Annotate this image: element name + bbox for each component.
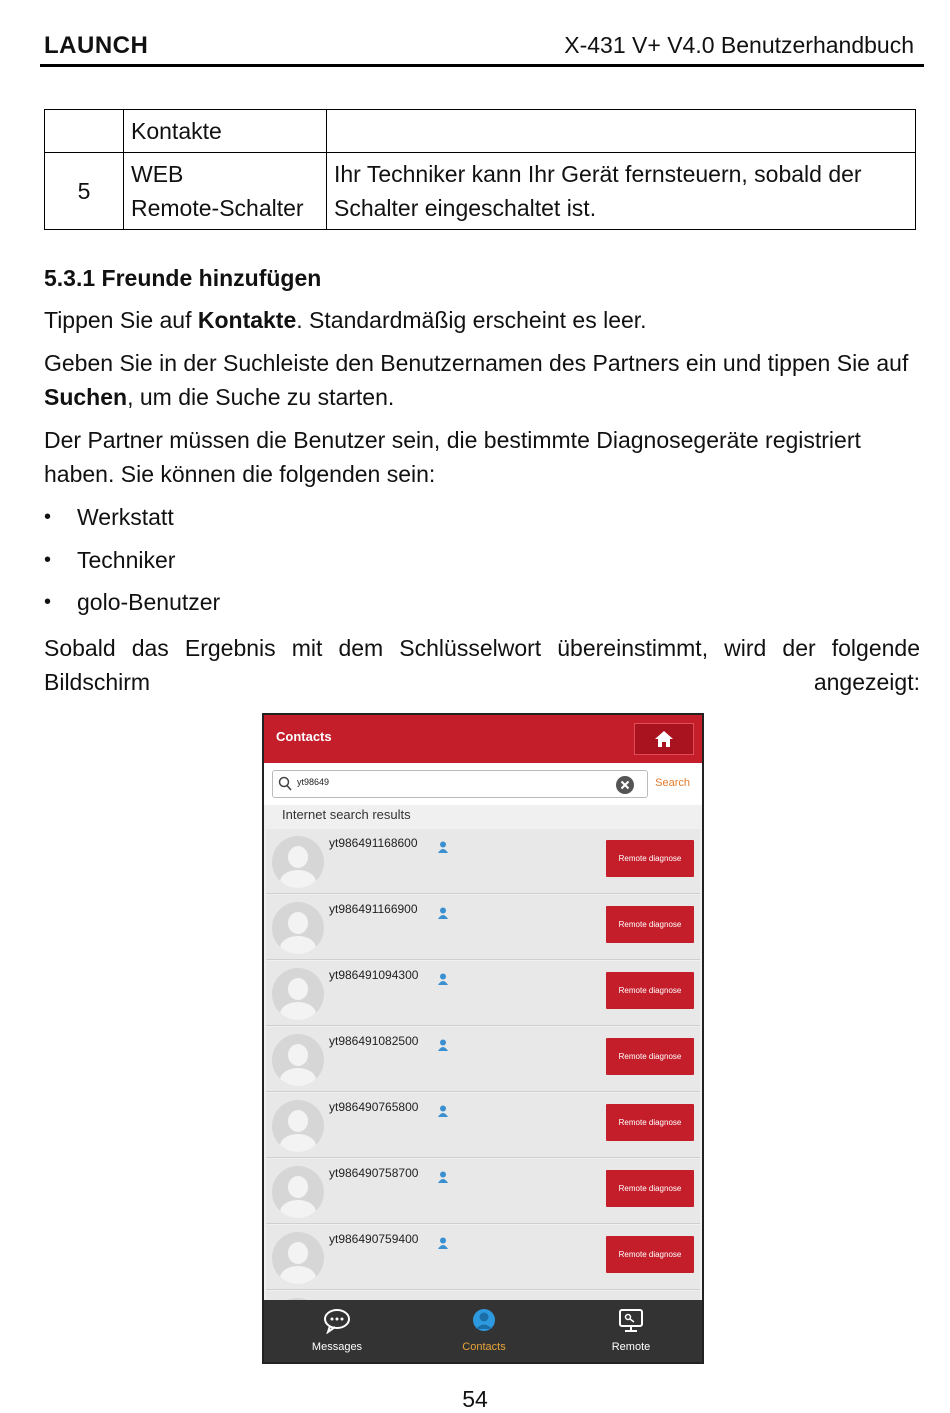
p1-text: Tippen Sie auf (44, 307, 198, 333)
table-cell-name-line1: WEB (131, 161, 184, 187)
avatar (272, 836, 324, 888)
app-top-bar (264, 715, 702, 763)
list-item-label: golo-Benutzer (77, 589, 221, 615)
remote-diagnose-button[interactable]: Remote diagnose (606, 840, 694, 877)
list-item-label: Werkstatt (77, 504, 174, 530)
remote-diagnose-button[interactable]: Remote diagnose (606, 1170, 694, 1207)
p1-text-end: . Standardmäßig erscheint es leer. (296, 307, 647, 333)
table-cell-name-line2: Remote-Schalter (131, 195, 304, 221)
contact-person-icon (470, 1308, 498, 1334)
paragraph-1 (44, 303, 920, 337)
bullet-dot-icon: • (44, 506, 52, 528)
paragraph-4: Sobald das Ergebnis mit dem Schlüsselwort übereinstimmt, wird der folgende Bildschirm angezeigt: (44, 635, 920, 695)
list-item[interactable] (266, 1159, 700, 1224)
tab-label: Contacts (462, 1341, 506, 1353)
search-value: yt98649 (297, 777, 330, 787)
screen-title: Contacts (276, 729, 332, 744)
list-item[interactable] (266, 1093, 700, 1158)
list-item[interactable] (266, 895, 700, 960)
remote-diagnose-button[interactable]: Remote diagnose (606, 1038, 694, 1075)
table-cell-num (45, 110, 124, 153)
user-icon (438, 907, 448, 919)
avatar (272, 1166, 324, 1218)
clear-icon[interactable] (615, 775, 635, 795)
document-title: X-431 V+ V4.0 Benutzerhandbuch (564, 32, 914, 58)
username: yt986491094300 (329, 968, 419, 982)
search-button[interactable]: Search (655, 777, 690, 789)
table-cell-desc (327, 110, 916, 153)
remote-diagnose-button[interactable]: Remote diagnose (606, 1236, 694, 1273)
search-icon (278, 776, 292, 792)
user-icon (438, 973, 448, 985)
app-screenshot (262, 713, 704, 1364)
list-item-label: Techniker (77, 547, 176, 573)
user-icon (438, 1237, 448, 1249)
user-icon (438, 1105, 448, 1117)
list-item[interactable] (266, 961, 700, 1026)
page-number: 54 (462, 1386, 488, 1412)
p2-text-end: , um die Suche zu starten. (127, 384, 395, 410)
table-row (45, 153, 916, 230)
list-item[interactable] (266, 829, 700, 894)
remote-diagnose-button[interactable]: Remote diagnose (606, 1104, 694, 1141)
tab-label: Messages (311, 1341, 363, 1353)
paragraph-2 (44, 346, 920, 414)
results-label: Internet search results (282, 807, 411, 822)
tab-remote[interactable] (576, 1300, 686, 1362)
remote-diagnose-button[interactable]: Remote diagnose (606, 972, 694, 1009)
brand-logo-text: LAUNCH (44, 32, 149, 59)
table-cell-desc: Ihr Techniker kann Ihr Gerät fernsteuern, sobald der Schalter eingeschaltet ist. (327, 153, 916, 230)
user-icon (438, 1171, 448, 1183)
tab-label: Remote (611, 1341, 651, 1353)
remote-screen-icon (617, 1308, 645, 1334)
remote-diagnose-button[interactable]: Remote diagnose (606, 906, 694, 943)
table-cell-name: Kontakte (124, 110, 327, 153)
home-button[interactable] (634, 723, 694, 755)
user-icon (438, 1039, 448, 1051)
p2-bold: Suchen (44, 384, 128, 410)
username: yt986490765800 (329, 1100, 419, 1114)
avatar (272, 1232, 324, 1284)
bullet-dot-icon: • (44, 549, 52, 571)
list-item[interactable] (266, 1225, 700, 1290)
search-bar (264, 763, 702, 805)
bullet-dot-icon: • (44, 591, 52, 613)
username: yt986491082500 (329, 1034, 419, 1048)
table-cell-name (124, 153, 327, 230)
avatar (272, 1100, 324, 1152)
table-row (45, 110, 916, 153)
avatar (272, 1034, 324, 1086)
list-item[interactable] (266, 1027, 700, 1092)
username: yt986491168600 (329, 836, 418, 850)
user-icon (438, 841, 448, 853)
feature-table (44, 109, 916, 230)
tab-messages[interactable] (282, 1300, 392, 1362)
avatar (272, 902, 324, 954)
table-cell-num: 5 (45, 153, 124, 230)
username: yt986490758700 (329, 1166, 419, 1180)
home-icon (654, 730, 674, 748)
bottom-tab-bar (264, 1300, 702, 1362)
avatar (272, 968, 324, 1020)
username: yt986490759400 (329, 1232, 419, 1246)
page-header (44, 30, 914, 64)
search-input[interactable] (272, 770, 648, 798)
paragraph-3: Der Partner müssen die Benutzer sein, die bestimmte Diagnosegeräte registriert haben. Sie können die folgenden sein: (44, 427, 861, 487)
section-heading: 5.3.1 Freunde hinzufügen (44, 265, 322, 291)
header-rule (40, 64, 924, 67)
p1-bold: Kontakte (197, 307, 297, 333)
username: yt986491166900 (329, 902, 418, 916)
chat-bubble-icon (323, 1308, 351, 1334)
tab-contacts[interactable] (429, 1300, 539, 1362)
p2-text: Geben Sie in der Suchleiste den Benutzernamen des Partners ein und tippen Sie auf (44, 350, 909, 376)
